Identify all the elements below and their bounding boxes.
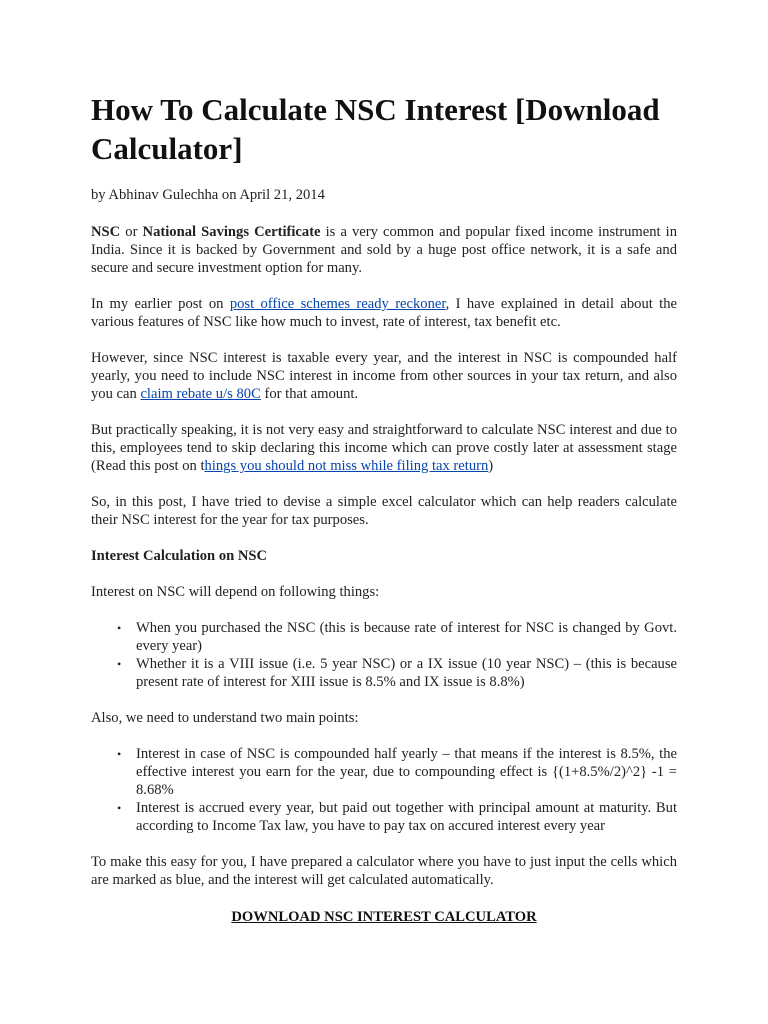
taxable-text-after: for that amount.	[260, 386, 359, 402]
section-heading: Interest Calculation on NSC	[91, 548, 268, 564]
bullet-icon: •	[117, 747, 122, 761]
claim-rebate-link[interactable]: claim rebate u/s 80C	[140, 386, 261, 402]
list-item	[117, 655, 677, 691]
practical-paragraph	[91, 421, 677, 475]
list-item	[117, 799, 677, 835]
list-item	[117, 745, 677, 799]
bullet-icon: •	[117, 621, 122, 635]
main-points-paragraph: Also, we need to understand two main points:	[91, 710, 359, 726]
calculator-intro-paragraph: So, in this post, I have tried to devise a simple excel calculator which can help readers calculate their NSC interest for the year for tax purposes.	[91, 494, 677, 528]
article-title: How To Calculate NSC Interest [Download Calculator]	[91, 92, 660, 166]
intro-text: is a very common and popular fixed income instrument in India. Since it is backed by Government and sold by a huge post office network, it is a safe and secure and secure investment option for many.	[91, 224, 677, 276]
taxable-text-before: However, since NSC interest is taxable every year, and the interest in NSC is compounded half yearly, you need to include NSC interest in income from other sources in your tax return, and also you can	[91, 350, 677, 402]
earlier-post-text-before: In my earlier post on	[91, 296, 230, 312]
earlier-post-text-after: , I have explained in detail about the various features of NSC like how much to invest, rate of interest, tax benefit etc.	[91, 296, 678, 330]
earlier-post-paragraph	[91, 295, 677, 331]
term-nsc: NSC	[91, 224, 121, 240]
practical-text-before: But practically speaking, it is not very easy and straightforward to calculate NSC interest and due to this, employees tend to skip declaring this income which can prove costly later at assessment stage (Read this post on t	[91, 422, 677, 474]
download-calculator-link[interactable]: DOWNLOAD NSC INTEREST CALCULATOR	[231, 909, 537, 925]
list-item-text: Interest in case of NSC is compounded half yearly – that means if the interest is 8.5%, the effective interest you earn for the year, due to compounding effect is {(1+8.5%/2)^2} -1 = 8.68%	[136, 746, 677, 798]
list-item-text: When you purchased the NSC (this is because rate of interest for NSC is changed by Govt. every year)	[136, 620, 677, 654]
byline: by Abhinav Gulechha on April 21, 2014	[91, 187, 325, 203]
make-easy-paragraph: To make this easy for you, I have prepared a calculator where you have to just input the cells which are marked as blue, and the interest will get calculated automatically.	[91, 854, 677, 888]
tax-return-things-link[interactable]: hings you should not miss while filing tax return	[204, 458, 489, 474]
bullet-icon: •	[117, 801, 122, 815]
download-calculator-heading	[91, 908, 677, 926]
factors-list	[91, 619, 677, 691]
intro-or: or	[120, 224, 143, 240]
intro-paragraph	[91, 223, 677, 277]
bullet-icon: •	[117, 657, 122, 671]
practical-text-after: )	[488, 458, 494, 474]
list-item	[117, 619, 677, 655]
depends-paragraph: Interest on NSC will depend on following things:	[91, 584, 380, 600]
list-item-text: Interest is accrued every year, but paid out together with principal amount at maturity. But according to Income Tax law, you have to pay tax on accured interest every year	[136, 800, 677, 834]
post-office-schemes-link[interactable]: post office schemes ready reckoner	[229, 296, 446, 312]
main-points-list	[91, 745, 677, 835]
taxable-paragraph	[91, 349, 677, 403]
list-item-text: Whether it is a VIII issue (i.e. 5 year NSC) or a IX issue (10 year NSC) – (this is because present rate of interest for XIII issue is 8.5% and IX issue is 8.8%)	[136, 656, 677, 690]
term-national-savings-certificate: National Savings Certificate	[142, 224, 321, 240]
